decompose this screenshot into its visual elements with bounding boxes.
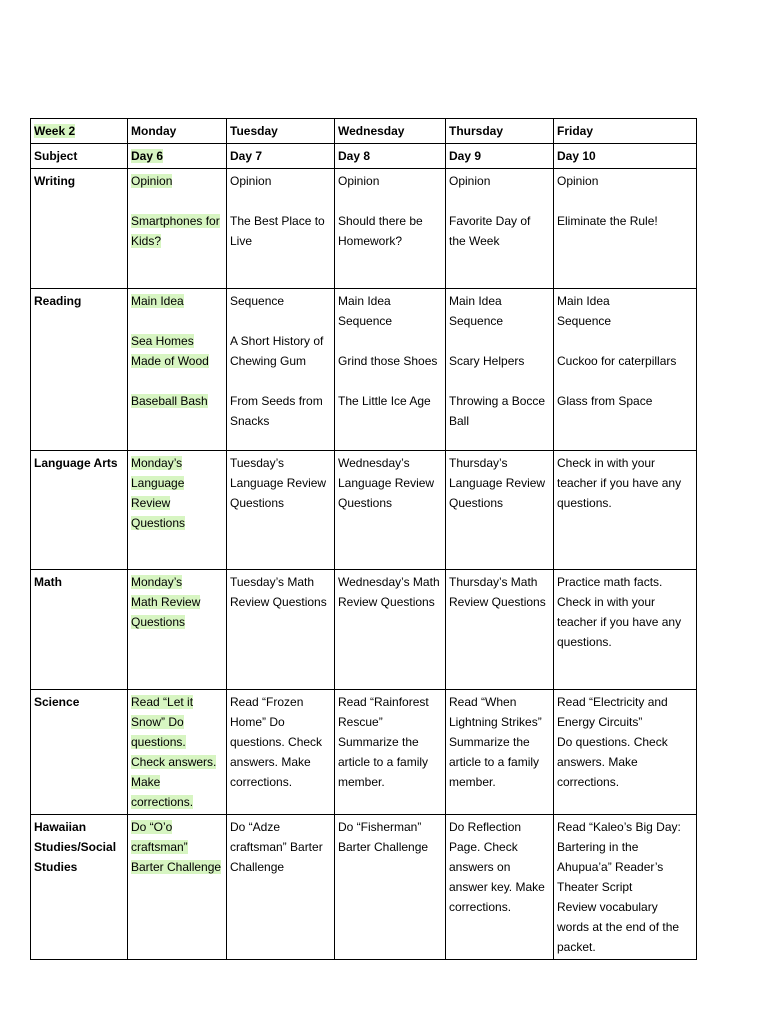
cell-text: Read “Electricity and Energy Circuits” Do questions. Check answers. Make corrections. [557, 695, 668, 789]
cell-text: Eliminate the Rule! [557, 214, 658, 228]
subject-label-math: Math [31, 570, 128, 690]
cell-hawaiian-studies-wednesday [335, 815, 446, 960]
subject-row-science [31, 690, 697, 815]
cell-text: Main Idea Sequence [557, 294, 612, 328]
week-label: Week 2 [31, 119, 128, 144]
cell-text: Grind those Shoes [338, 354, 438, 368]
cell-science-wednesday [335, 690, 446, 815]
cell-language-arts-tuesday [227, 451, 335, 570]
cell-text: Monday’s Language Review Questions [131, 456, 186, 530]
cell-reading-tuesday [227, 289, 335, 451]
day-header-wednesday: Wednesday [335, 119, 446, 144]
cell-math-tuesday [227, 570, 335, 690]
cell-text: Sequence [230, 294, 285, 308]
subject-label-reading: Reading [31, 289, 128, 451]
cell-language-arts-friday [554, 451, 697, 570]
cell-text: Scary Helpers [449, 354, 525, 368]
cell-text: Tuesday’s Math Review Questions [230, 575, 327, 609]
header-row [31, 119, 697, 144]
cell-language-arts-thursday [446, 451, 554, 570]
cell-reading-thursday [446, 289, 554, 451]
subject-label-hawaiian-studies: Hawaiian Studies/Social Studies [31, 815, 128, 960]
cell-text: Check in with your teacher if you have any questions. [557, 456, 682, 510]
subject-row-language-arts [31, 451, 697, 570]
cell-writing-wednesday [335, 169, 446, 289]
subject-row-reading [31, 289, 697, 451]
cell-text: Opinion [338, 174, 380, 188]
subject-label-language-arts: Language Arts [31, 451, 128, 570]
subject-row-hawaiian-studies [31, 815, 697, 960]
cell-text: Favorite Day of the Week [449, 214, 531, 248]
cell-text: Baseball Bash [131, 394, 208, 408]
cell-text: Tuesday’s Language Review Questions [230, 456, 327, 510]
cell-text: Main Idea Sequence [449, 294, 504, 328]
cell-text: A Short History of Chewing Gum [230, 334, 324, 368]
cell-text: Opinion [449, 174, 491, 188]
subject-label-writing: Writing [31, 169, 128, 289]
cell-math-friday [554, 570, 697, 690]
cell-language-arts-monday [128, 451, 227, 570]
day-number-thursday: Day 9 [446, 144, 554, 169]
cell-text: Opinion [131, 174, 173, 188]
cell-text: Read “Frozen Home” Do questions. Check answers. Make corrections. [230, 695, 323, 789]
cell-text: Do “Fisherman” Barter Challenge [338, 820, 429, 854]
cell-writing-friday [554, 169, 697, 289]
cell-science-friday [554, 690, 697, 815]
subject-label: Subject [31, 144, 128, 169]
cell-text: Opinion [230, 174, 272, 188]
cell-text: Glass from Space [557, 394, 653, 408]
cell-text: Read “When Lightning Strikes” Summarize the article to a family member. [449, 695, 542, 789]
cell-writing-thursday [446, 169, 554, 289]
cell-text: Smartphones for Kids? [131, 214, 220, 248]
cell-text: Thursday’s Language Review Questions [449, 456, 546, 510]
cell-text: Do “Adze craftsman” Barter Challenge [230, 820, 323, 874]
cell-writing-tuesday [227, 169, 335, 289]
cell-text: The Best Place to Live [230, 214, 325, 248]
cell-science-tuesday [227, 690, 335, 815]
day-header-friday: Friday [554, 119, 697, 144]
cell-writing-monday [128, 169, 227, 289]
cell-text: Monday’s Math Review Questions [131, 575, 201, 629]
cell-text: Read “Let it Snow” Do questions. Check answers. Make corrections. [131, 695, 217, 809]
cell-math-thursday [446, 570, 554, 690]
cell-text: Opinion [557, 174, 599, 188]
cell-text: Sea Homes Made of Wood [131, 334, 209, 368]
cell-science-thursday [446, 690, 554, 815]
cell-text: Do Reflection Page. Check answers on answer key. Make corrections. [449, 820, 545, 914]
day-number-wednesday: Day 8 [335, 144, 446, 169]
cell-text: Practice math facts. Check in with your teacher if you have any questions. [557, 575, 682, 649]
day-number-friday: Day 10 [554, 144, 697, 169]
cell-text: Wednesday’s Language Review Questions [338, 456, 435, 510]
subject-row-writing [31, 169, 697, 289]
cell-reading-friday [554, 289, 697, 451]
day-number-tuesday: Day 7 [227, 144, 335, 169]
cell-text: Wednesday’s Math Review Questions [338, 575, 440, 609]
cell-math-monday [128, 570, 227, 690]
cell-text: Do “O’o craftsman” Barter Challenge [131, 820, 222, 874]
cell-text: Main Idea Sequence [338, 294, 393, 328]
subject-row-math [31, 570, 697, 690]
cell-text: The Little Ice Age [338, 394, 431, 408]
weekly-schedule-table [30, 118, 697, 960]
cell-hawaiian-studies-monday [128, 815, 227, 960]
cell-science-monday [128, 690, 227, 815]
cell-hawaiian-studies-thursday [446, 815, 554, 960]
day-header-thursday: Thursday [446, 119, 554, 144]
cell-text: Cuckoo for caterpillars [557, 354, 677, 368]
cell-text: Throwing a Bocce Ball [449, 394, 546, 428]
cell-language-arts-wednesday [335, 451, 446, 570]
cell-text: Read “Kaleo’s Big Day: Bartering in the Ahupua’a” Reader’s Theater Script Review vocabulary words at the end of the packet. [557, 820, 681, 954]
day-header-tuesday: Tuesday [227, 119, 335, 144]
subject-row [31, 144, 697, 169]
subject-label-science: Science [31, 690, 128, 815]
day-header-monday: Monday [128, 119, 227, 144]
cell-text: From Seeds from Snacks [230, 394, 323, 428]
cell-text: Thursday’s Math Review Questions [449, 575, 546, 609]
cell-hawaiian-studies-tuesday [227, 815, 335, 960]
cell-math-wednesday [335, 570, 446, 690]
cell-text: Should there be Homework? [338, 214, 423, 248]
cell-reading-wednesday [335, 289, 446, 451]
cell-hawaiian-studies-friday [554, 815, 697, 960]
day-number-monday: Day 6 [128, 144, 227, 169]
cell-text: Main Idea [131, 294, 184, 308]
cell-text: Read “Rainforest Rescue” Summarize the article to a family member. [338, 695, 429, 789]
cell-reading-monday [128, 289, 227, 451]
